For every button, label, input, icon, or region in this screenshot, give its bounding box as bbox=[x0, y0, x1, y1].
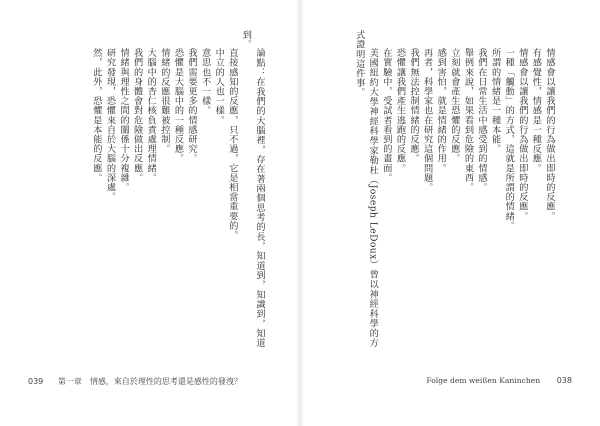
right-column-5: 所謂的情緒是一種本能。 bbox=[489, 48, 501, 154]
right-column-14: 美國紐約大學神經科學家勒杜（Joseph LeDoux）曾以神經科學的方式證明這件事。 bbox=[353, 30, 379, 348]
left-column-7: 情緒的反應很難被控制。 bbox=[158, 48, 170, 154]
left-column-3: 中立的人也一樣。 bbox=[213, 48, 225, 126]
right-column-13: 在實驗中，受試者看到的畫面。 bbox=[380, 48, 392, 183]
left-running-head: 第一章 情感，來自於理性的思考還是感性的發洩？ bbox=[57, 377, 242, 386]
left-column-12: 然，此外，恐懼是本能的反應。 bbox=[90, 48, 102, 183]
right-column-6: 我們在日常生活中感受到的情感。 bbox=[476, 48, 488, 193]
left-column-9: 我們的身體會對危險做出反應。 bbox=[131, 48, 143, 183]
right-column-9: 感到害怕，就是情緒的作用。 bbox=[435, 48, 447, 174]
left-column-4: 意思也不一樣。 bbox=[199, 48, 211, 116]
left-column-11: 研究發現，恐懼來自於大腦的深處。 bbox=[104, 48, 116, 202]
left-column-10: 情緒與理性之間的關係十分複雜。 bbox=[118, 48, 130, 193]
left-column-2: 直接感知的反應，只不過，它是相當重要的。 bbox=[226, 48, 238, 241]
right-page bbox=[300, 0, 600, 426]
left-column-8: 大腦中的杏仁核負責處理情緒。 bbox=[145, 48, 157, 183]
left-column-6: 恐懼是大腦中的一種反應。 bbox=[172, 48, 184, 164]
right-column-11: 我們無法控制情緒的反應。 bbox=[408, 48, 420, 164]
right-column-7: 舉例來說，如果看到危險的東西。 bbox=[462, 48, 474, 193]
right-running-head: Folge dem weißen Kaninchen bbox=[426, 376, 541, 385]
right-page-body bbox=[320, 30, 556, 348]
left-column-1: 論點：在我們的大腦裡，存在著兩個思考的長，知道到，知識到，知道到。 bbox=[240, 30, 265, 348]
right-column-8: 立刻就會產生恐懼的反應。 bbox=[448, 48, 460, 164]
left-column-5: 我們需要更多的情感研究。 bbox=[186, 48, 198, 164]
right-column-10: 再者，科學家也在研究這個問題。 bbox=[421, 48, 433, 193]
right-column-2: 有感覺性，情感是一種反應。 bbox=[530, 48, 542, 174]
right-column-12: 恐懼讓我們產生逃跑的反應。 bbox=[394, 48, 406, 174]
left-page-footer bbox=[28, 376, 242, 387]
left-page-body bbox=[40, 30, 266, 348]
left-page-number: 039 bbox=[28, 377, 44, 386]
right-page-footer bbox=[426, 376, 572, 385]
right-column-3: 情感會以讓我們的行為做出即時的反應。 bbox=[516, 48, 528, 222]
right-page-number: 038 bbox=[556, 376, 572, 385]
right-column-4: 一種「觸動」的方式，這就是所謂的情緒。 bbox=[503, 48, 515, 231]
right-column-1: 情感會以讓我們的行為做出即時的反應。 bbox=[544, 48, 555, 222]
